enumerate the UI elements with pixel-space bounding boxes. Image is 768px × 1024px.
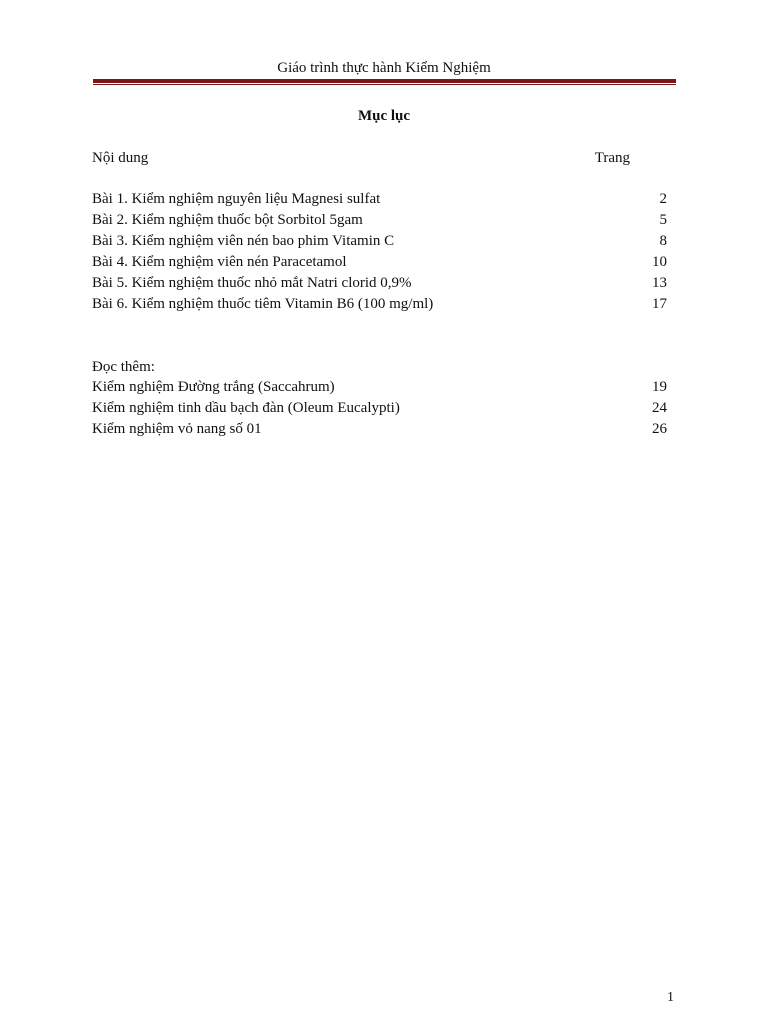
- header-rule: [93, 79, 676, 87]
- toc-entry-label: Bài 3. Kiểm nghiệm viên nén bao phim Vitamin C: [92, 233, 395, 249]
- toc-column-headers: [92, 148, 667, 168]
- toc-entry[interactable]: [92, 377, 667, 397]
- toc-entry-label: Bài 2. Kiểm nghiệm thuốc bột Sorbitol 5gam: [92, 212, 363, 228]
- running-header-title: Giáo trình thực hành Kiểm Nghiệm: [277, 60, 491, 76]
- extra-reading-heading-label: Đọc thêm:: [92, 359, 155, 375]
- toc-entry[interactable]: [92, 252, 667, 272]
- toc-entry-page: 8: [659, 233, 667, 249]
- toc-entry-page: 19: [652, 379, 667, 395]
- toc-entry[interactable]: [92, 189, 667, 209]
- toc-entry-page: 5: [659, 212, 667, 228]
- toc-entry-page: 13: [652, 275, 667, 291]
- toc-entry-page: 2: [659, 191, 667, 207]
- toc-entry-label: Bài 1. Kiểm nghiệm nguyên liệu Magnesi sulfat: [92, 191, 381, 207]
- toc-entry[interactable]: [92, 294, 667, 314]
- col-header-page: Trang: [594, 150, 630, 166]
- footer-page-number: 1: [667, 990, 674, 1005]
- toc-entry-page: 10: [652, 254, 667, 270]
- toc-entry-label: Kiểm nghiệm tinh dầu bạch đàn (Oleum Eucalypti): [92, 400, 400, 416]
- toc-entry-page: 26: [652, 421, 667, 437]
- toc-entry[interactable]: [92, 210, 667, 230]
- toc-entry[interactable]: [92, 419, 667, 439]
- toc-heading: Mục lục: [357, 108, 411, 124]
- col-header-content: Nội dung: [92, 150, 149, 166]
- extra-reading-heading: [92, 357, 667, 377]
- toc-entry-page: 24: [652, 400, 667, 416]
- header-rule-thin: [93, 84, 676, 85]
- header-rule-thick: [93, 79, 676, 83]
- toc-entry-label: Kiểm nghiệm vỏ nang số 01: [92, 421, 262, 437]
- toc-entry[interactable]: [92, 398, 667, 418]
- toc-entry[interactable]: [92, 231, 667, 251]
- toc-entry-label: Bài 4. Kiểm nghiệm viên nén Paracetamol: [92, 254, 347, 270]
- toc-entry-label: Bài 5. Kiểm nghiệm thuốc nhỏ mắt Natri clorid 0,9%: [92, 275, 412, 291]
- toc-entry[interactable]: [92, 273, 667, 293]
- toc-entry-label: Kiểm nghiệm Đường trắng (Saccahrum): [92, 379, 335, 395]
- toc-entry-label: Bài 6. Kiểm nghiệm thuốc tiêm Vitamin B6 (100 mg/ml): [92, 296, 434, 312]
- toc-entry-page: 17: [652, 296, 667, 312]
